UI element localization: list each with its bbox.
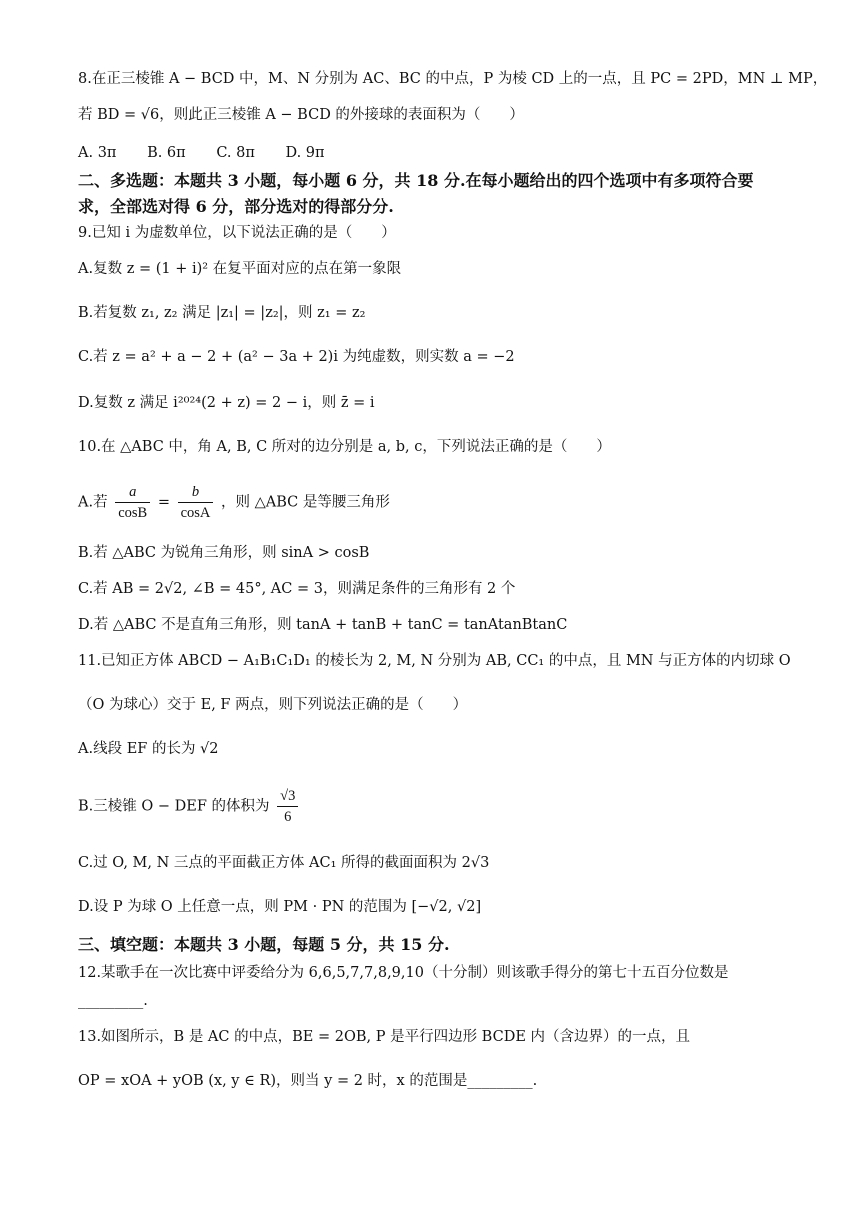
q11-line2: （O 为球心）交于 E, F 两点，则下列说法正确的是（ ） — [78, 697, 468, 713]
q10-a-frac1-numerator: a — [115, 482, 150, 503]
q8-option-c: C. 8π — [216, 145, 255, 161]
q8-line1: 8.在正三棱锥 A − BCD 中，M、N 分别为 AC、BC 的中点，P 为棱 CD 上的一点，且 PC = 2PD，MN ⊥ MP， — [78, 71, 828, 87]
q10-a-equals: = — [157, 494, 170, 511]
q11-option-d: D.设 P 为球 O 上任意一点，则 PM · PN 的范围为 [−√2, √2] — [78, 899, 482, 915]
q11-b-prefix: B.三棱锥 O − DEF 的体积为 — [78, 798, 270, 815]
q8-option-a: A. 3π — [78, 145, 117, 161]
q9-option-a: A.复数 z = (1 + i)² 在复平面对应的点在第一象限 — [78, 261, 402, 277]
q11-option-b — [78, 786, 800, 832]
q10-option-d: D.若 △ABC 不是直角三角形，则 tanA + tanB + tanC = tanAtanBtanC — [78, 617, 568, 633]
q10-option-a — [78, 482, 800, 528]
q9-option-c: C.若 z = a² + a − 2 + (a² − 3a + 2)i 为纯虚数，则实数 a = −2 — [78, 349, 515, 365]
q8-line2: 若 BD = √6，则此正三棱锥 A − BCD 的外接球的表面积为（ ） — [78, 107, 524, 123]
q9-stem: 9.已知 i 为虚数单位，以下说法正确的是（ ） — [78, 225, 396, 241]
q10-a-prefix: A.若 — [78, 494, 108, 511]
q8-option-b: B. 6π — [147, 145, 186, 161]
q9-option-b: B.若复数 z₁, z₂ 满足 |z₁| = |z₂|，则 z₁ = z₂ — [78, 305, 366, 321]
q11-option-a: A.线段 EF 的长为 √2 — [78, 741, 219, 757]
q10-a-fraction-1 — [115, 482, 150, 523]
q11-b-numerator: √3 — [277, 786, 298, 807]
q10-stem: 10.在 △ABC 中，角 A, B, C 所对的边分别是 a, b, c，下列说法正确的是（ ） — [78, 439, 611, 455]
q11-line1: 11.已知正方体 ABCD − A₁B₁C₁D₁ 的棱长为 2, M, N 分别为 AB, CC₁ 的中点，且 MN 与正方体的内切球 O — [78, 653, 791, 669]
q10-option-c: C.若 AB = 2√2, ∠B = 45°, AC = 3，则满足条件的三角形有 2 个 — [78, 581, 516, 597]
section2-heading-line1: 二、多选题：本题共 3 小题，每小题 6 分，共 18 分.在每小题给出的四个选项中有多项符合要 — [78, 171, 754, 190]
q13-line2: OP = xOA + yOB (x, y ∈ R)，则当 y = 2 时，x 的范围是_________. — [78, 1073, 538, 1089]
q12-line1: 12.某歌手在一次比赛中评委给分为 6,6,5,7,7,8,9,10（十分制）则该歌手得分的第七十五百分位数是 — [78, 965, 729, 981]
q9-option-d: D.复数 z 满足 i²⁰²⁴(2 + z) = 2 − i，则 z̄ = i — [78, 395, 375, 411]
q10-a-frac1-denominator: cosB — [118, 505, 148, 521]
q10-a-suffix: ，则 △ABC 是等腰三角形 — [221, 494, 390, 511]
q12-line2: _________. — [78, 993, 148, 1009]
q11-b-fraction — [277, 786, 298, 827]
q11-b-denominator: 6 — [284, 809, 292, 825]
q8-option-d: D. 9π — [285, 145, 325, 161]
section2-heading-line2: 求，全部选对得 6 分，部分选对的得部分分. — [78, 197, 394, 216]
q10-a-frac2-denominator: cosA — [180, 505, 211, 521]
q10-a-fraction-2 — [178, 482, 214, 523]
q11-option-c: C.过 O, M, N 三点的平面截正方体 AC₁ 所得的截面面积为 2√3 — [78, 855, 490, 871]
q10-option-b: B.若 △ABC 为锐角三角形，则 sinA > cosB — [78, 545, 370, 561]
q10-a-frac2-numerator: b — [178, 482, 214, 503]
q13-line1: 13.如图所示，B 是 AC 的中点，BE = 2OB, P 是平行四边形 BCDE 内（含边界）的一点，且 — [78, 1029, 691, 1045]
section3-heading: 三、填空题：本题共 3 小题，每题 5 分，共 15 分. — [78, 935, 450, 954]
q8-options — [78, 142, 800, 164]
